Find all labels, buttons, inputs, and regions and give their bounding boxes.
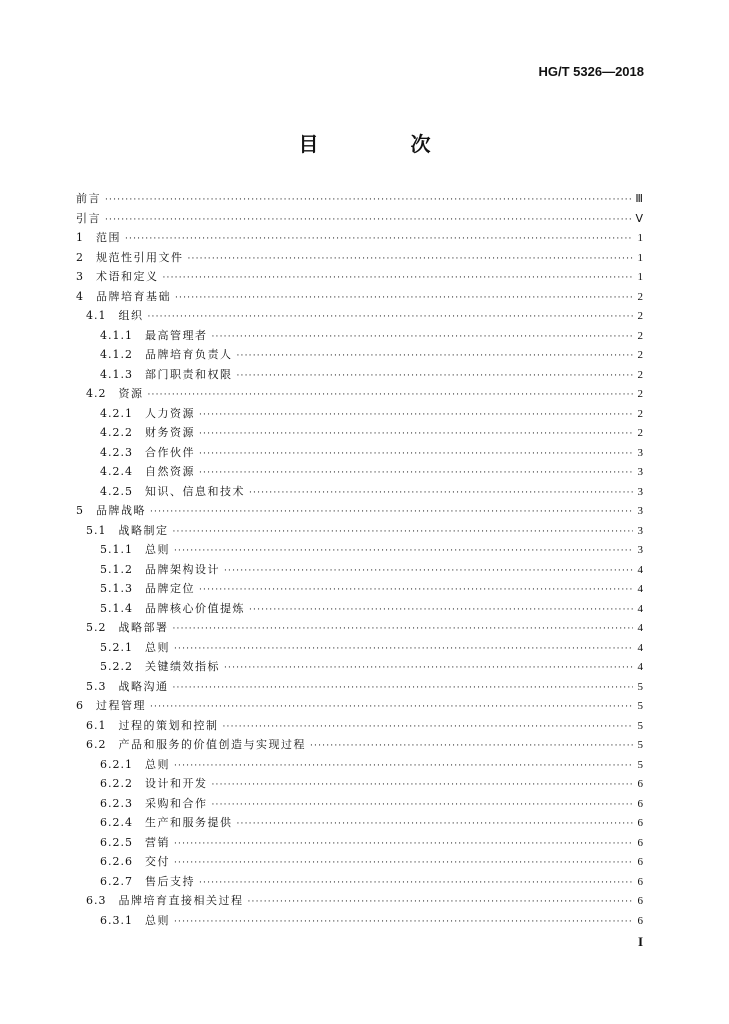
toc-entry-page: 2: [637, 290, 643, 303]
standard-code: HG/T 5326—2018: [538, 64, 644, 79]
dot-leader: [237, 347, 634, 367]
toc-entry[interactable]: [76, 501, 643, 521]
toc-entry[interactable]: [76, 306, 643, 326]
toc-entry-page: 2: [637, 329, 643, 342]
toc-entry[interactable]: [76, 891, 643, 911]
toc-entry-title: 品牌培育直接相关过程: [118, 894, 244, 907]
toc-entry-number: 6.2.4: [100, 816, 133, 829]
toc-entry-page: 6: [637, 895, 643, 907]
toc-entry-title: 品牌培育负责人: [145, 348, 233, 361]
dot-leader: [199, 406, 633, 426]
toc-entry-title: 组织: [118, 309, 144, 322]
toc-entry-title: 最高管理者: [145, 328, 208, 342]
toc-entry-title: 品牌培育基础: [96, 289, 171, 303]
toc-entry-page: 6: [637, 914, 643, 927]
toc-entry-title: 战略部署: [118, 621, 169, 634]
dot-leader: [212, 328, 634, 348]
toc-entry-page: 6: [637, 817, 643, 829]
toc-entry-page: 3: [637, 505, 643, 517]
dot-leader: [249, 601, 633, 621]
toc-entry-title: 部门职责和权限: [145, 367, 233, 381]
toc-entry-number: 5.2.1: [100, 640, 133, 654]
toc-entry-number: 6.1: [86, 718, 107, 732]
toc-entry-page: 6: [637, 875, 643, 888]
toc-entry-title: 产品和服务的价值创造与实现过程: [118, 738, 306, 751]
toc-entry-title: 过程管理: [96, 699, 146, 712]
toc-entry-number: 6: [76, 699, 84, 712]
toc-entry[interactable]: [76, 794, 643, 814]
toc-entry-number: 4.1: [86, 309, 107, 322]
toc-entry-number: 3: [76, 270, 84, 283]
toc-entry-title: 战略制定: [118, 523, 169, 537]
toc-entry-title: 财务资源: [145, 426, 195, 439]
toc-entry-number: 5.3: [86, 679, 107, 693]
toc-entry[interactable]: [76, 267, 643, 287]
toc-entry[interactable]: [76, 189, 643, 209]
toc-entry[interactable]: [76, 638, 643, 658]
table-of-contents: [76, 189, 643, 930]
toc-entry[interactable]: [76, 423, 643, 443]
toc-entry[interactable]: [76, 852, 643, 872]
toc-entry-page: 3: [637, 544, 643, 556]
toc-entry-title: 品牌架构设计: [145, 562, 220, 576]
toc-entry-title: 过程的策划和控制: [118, 718, 219, 732]
dot-leader: [150, 698, 633, 718]
toc-entry-number: 4.2: [86, 387, 107, 400]
toc-entry-number: 4.2.5: [100, 484, 133, 498]
toc-entry[interactable]: [76, 579, 643, 599]
toc-entry-page: 4: [637, 563, 643, 576]
toc-entry-page: Ⅲ: [635, 193, 643, 205]
toc-entry[interactable]: [76, 755, 643, 775]
toc-entry-page: 6: [637, 836, 643, 849]
dot-leader: [173, 523, 634, 543]
dot-leader: [199, 874, 633, 894]
toc-entry[interactable]: [76, 911, 643, 931]
dot-leader: [237, 815, 634, 835]
toc-entry-page: Ⅴ: [635, 212, 643, 225]
toc-entry-number: 5.2: [86, 621, 107, 634]
toc-entry[interactable]: [76, 248, 643, 268]
toc-entry-page: 4: [637, 661, 643, 673]
toc-entry-title: 自然资源: [145, 465, 195, 478]
dot-leader: [174, 854, 633, 874]
toc-entry-number: 6.2.5: [100, 835, 133, 849]
dot-leader: [174, 640, 633, 660]
toc-entry-page: 1: [637, 271, 643, 283]
toc-entry-title: 总则: [145, 640, 170, 654]
toc-entry-number: 4.2.4: [100, 465, 133, 478]
toc-entry-number: 5: [76, 504, 84, 517]
page-number: I: [637, 934, 643, 949]
toc-entry-page: 2: [637, 407, 643, 420]
toc-entry-page: 2: [637, 349, 643, 361]
toc-entry-title: 关键绩效指标: [145, 660, 220, 673]
toc-entry-number: 5.2.2: [100, 660, 133, 673]
toc-entry-number: 5.1.1: [100, 543, 133, 556]
toc-entry-title: 战略沟通: [118, 679, 169, 693]
toc-entry[interactable]: [76, 872, 643, 892]
toc-entry-title: 总则: [145, 913, 170, 927]
toc-entry-number: 6.3.1: [100, 913, 133, 927]
toc-entry-page: 6: [637, 797, 643, 810]
toc-entry-page: 3: [637, 446, 643, 459]
page-title: 目 次: [298, 132, 467, 156]
dot-leader: [105, 191, 631, 211]
toc-entry[interactable]: [76, 482, 643, 502]
toc-entry[interactable]: [76, 599, 643, 619]
toc-entry-page: 1: [637, 232, 643, 244]
toc-entry-title: 交付: [145, 855, 170, 868]
toc-entry-page: 4: [637, 583, 643, 595]
toc-entry-number: 5.1: [86, 523, 107, 537]
toc-entry[interactable]: [76, 677, 643, 697]
toc-entry[interactable]: [76, 735, 643, 755]
toc-entry[interactable]: [76, 774, 643, 794]
toc-entry-title: 资源: [118, 387, 144, 400]
dot-leader: [125, 230, 633, 250]
toc-entry-page: 6: [637, 856, 643, 868]
dot-leader: [224, 659, 633, 679]
toc-entry-number: 6.2.7: [100, 874, 133, 888]
dot-leader: [150, 503, 633, 523]
toc-entry-number: 6.2.1: [100, 757, 133, 771]
toc-entry-title: 营销: [145, 835, 170, 849]
toc-entry-page: 2: [637, 427, 643, 439]
toc-entry-title: 生产和服务提供: [145, 816, 233, 829]
toc-entry[interactable]: [76, 443, 643, 463]
dot-leader: [175, 289, 633, 309]
toc-entry-title: 品牌定位: [145, 582, 195, 595]
toc-entry-page: 3: [637, 524, 643, 537]
toc-entry-title: 设计和开发: [145, 777, 208, 790]
toc-entry[interactable]: [76, 209, 643, 229]
toc-entry-page: 5: [637, 719, 643, 732]
toc-entry-number: 5.1.2: [100, 562, 133, 576]
toc-entry-number: 6.2.6: [100, 855, 133, 868]
toc-entry-page: 5: [637, 758, 643, 771]
dot-leader: [174, 835, 633, 855]
toc-entry-number: 4.1.3: [100, 367, 133, 381]
dot-leader: [199, 464, 633, 484]
toc-entry-number: 5.1.4: [100, 601, 133, 615]
toc-entry[interactable]: [76, 326, 643, 346]
toc-entry-number: 4.2.1: [100, 406, 133, 420]
dot-leader: [174, 913, 633, 933]
toc-entry-number: 4.2.2: [100, 426, 133, 439]
toc-entry-title: 合作伙伴: [145, 445, 195, 459]
toc-entry-number: 5.1.3: [100, 582, 133, 595]
toc-entry-page: 4: [637, 602, 643, 615]
toc-entry-number: 2: [76, 250, 84, 264]
toc-entry-page: 2: [637, 310, 643, 322]
toc-entry-number: 4.2.3: [100, 445, 133, 459]
toc-entry-title: 采购和合作: [145, 796, 208, 810]
toc-entry-number: 6.2.3: [100, 796, 133, 810]
toc-entry[interactable]: [76, 716, 643, 736]
toc-entry-number: 6.3: [86, 894, 107, 907]
dot-leader: [224, 562, 633, 582]
toc-entry-page: 3: [637, 485, 643, 498]
toc-entry-title: 引言: [76, 211, 101, 225]
dot-leader: [199, 425, 633, 445]
dot-leader: [173, 620, 634, 640]
toc-entry-title: 范围: [96, 231, 121, 244]
toc-entry-title: 品牌战略: [96, 504, 146, 517]
dot-leader: [212, 796, 634, 816]
dot-leader: [310, 737, 633, 757]
toc-entry-page: 5: [637, 680, 643, 693]
dot-leader: [105, 211, 631, 231]
toc-entry[interactable]: [76, 657, 643, 677]
toc-entry-title: 人力资源: [145, 406, 195, 420]
toc-entry-title: 总则: [145, 757, 170, 771]
toc-entry[interactable]: [76, 560, 643, 580]
toc-entry[interactable]: [76, 618, 643, 638]
dot-leader: [248, 893, 634, 913]
toc-entry[interactable]: [76, 365, 643, 385]
toc-entry[interactable]: [76, 228, 643, 248]
toc-entry[interactable]: [76, 384, 643, 404]
toc-entry-title: 术语和定义: [96, 270, 159, 283]
toc-entry-page: 6: [637, 778, 643, 790]
toc-entry-number: 6.2: [86, 738, 107, 751]
toc-entry-title: 前言: [76, 192, 101, 205]
dot-leader: [174, 542, 633, 562]
dot-leader: [199, 445, 633, 465]
toc-entry[interactable]: [76, 462, 643, 482]
toc-entry[interactable]: [76, 404, 643, 424]
toc-entry-number: 1: [76, 231, 84, 244]
toc-entry-title: 售后支持: [145, 874, 195, 888]
dot-leader: [199, 581, 633, 601]
dot-leader: [163, 269, 634, 289]
toc-entry-page: 4: [637, 622, 643, 634]
toc-entry-number: 4.1.2: [100, 348, 133, 361]
toc-entry-page: 5: [637, 700, 643, 712]
toc-entry[interactable]: [76, 287, 643, 307]
toc-entry-page: 2: [637, 388, 643, 400]
dot-leader: [212, 776, 634, 796]
dot-leader: [174, 757, 633, 777]
toc-entry[interactable]: [76, 696, 643, 716]
toc-entry-page: 1: [637, 251, 643, 264]
toc-entry[interactable]: [76, 540, 643, 560]
toc-entry-title: 品牌核心价值提炼: [145, 601, 245, 615]
dot-leader: [249, 484, 633, 504]
toc-entry[interactable]: [76, 521, 643, 541]
dot-leader: [237, 367, 634, 387]
dot-leader: [148, 308, 634, 328]
toc-entry-title: 总则: [145, 543, 170, 556]
toc-entry[interactable]: [76, 345, 643, 365]
toc-entry-title: 知识、信息和技术: [145, 484, 245, 498]
toc-entry-title: 规范性引用文件: [96, 250, 184, 264]
toc-entry-page: 2: [637, 368, 643, 381]
toc-entry[interactable]: [76, 813, 643, 833]
toc-entry-number: 6.2.2: [100, 777, 133, 790]
dot-leader: [173, 679, 634, 699]
toc-entry[interactable]: [76, 833, 643, 853]
dot-leader: [188, 250, 634, 270]
dot-leader: [148, 386, 634, 406]
toc-entry-page: 3: [637, 466, 643, 478]
toc-entry-page: 4: [637, 641, 643, 654]
toc-entry-number: 4.1.1: [100, 328, 133, 342]
toc-entry-page: 5: [637, 739, 643, 751]
toc-entry-number: 4: [76, 289, 84, 303]
